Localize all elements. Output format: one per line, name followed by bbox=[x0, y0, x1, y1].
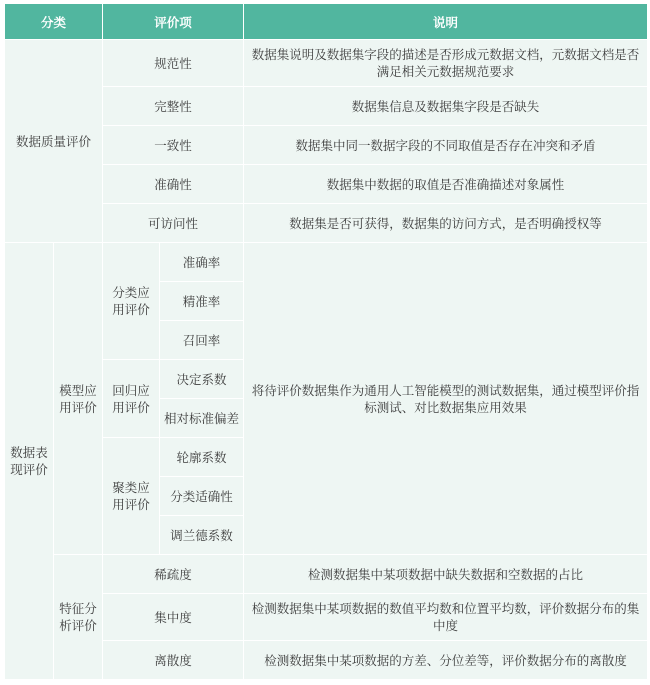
model-description: 将待评价数据集作为通用人工智能模型的测试数据集，通过模型评价指标测试、对比数据集应用效果 bbox=[244, 243, 648, 555]
metric-cell: 召回率 bbox=[160, 321, 244, 360]
group-regression: 回归应 用评价 bbox=[103, 360, 160, 438]
metric-cell: 调兰德系数 bbox=[160, 516, 244, 555]
metric-cell: 决定系数 bbox=[160, 360, 244, 399]
header-item: 评价项 bbox=[103, 4, 244, 40]
description-cell: 数据集中同一数据字段的不同取值是否存在冲突和矛盾 bbox=[244, 126, 648, 165]
metric-cell: 分类适确性 bbox=[160, 477, 244, 516]
header-row bbox=[5, 4, 648, 40]
subcategory-feature: 特征分 析评价 bbox=[54, 555, 103, 680]
description-cell: 数据集中数据的取值是否准确描述对象属性 bbox=[244, 165, 648, 204]
description-cell: 检测数据集中某项数据的方差、分位差等，评价数据分布的离散度 bbox=[244, 641, 648, 680]
metric-cell: 准确率 bbox=[160, 243, 244, 282]
item-cell: 离散度 bbox=[103, 641, 244, 680]
table-row bbox=[5, 555, 648, 594]
description-cell: 数据集说明及数据集字段的描述是否形成元数据文档，元数据文档是否满足相关元数据规范要求 bbox=[244, 40, 648, 87]
description-cell: 数据集信息及数据集字段是否缺失 bbox=[244, 87, 648, 126]
header-description: 说明 bbox=[244, 4, 648, 40]
table-row bbox=[5, 243, 648, 282]
evaluation-table bbox=[4, 3, 648, 680]
table-row bbox=[5, 40, 648, 87]
item-cell: 完整性 bbox=[103, 87, 244, 126]
category-quality: 数据质量评价 bbox=[5, 40, 103, 243]
item-cell: 一致性 bbox=[103, 126, 244, 165]
description-cell: 数据集是否可获得，数据集的访问方式，是否明确授权等 bbox=[244, 204, 648, 243]
item-cell: 规范性 bbox=[103, 40, 244, 87]
metric-cell: 轮廓系数 bbox=[160, 438, 244, 477]
category-performance: 数据表 现评价 bbox=[5, 243, 54, 680]
item-cell: 稀疏度 bbox=[103, 555, 244, 594]
subcategory-model: 模型应 用评价 bbox=[54, 243, 103, 555]
description-cell: 检测数据集中某项数据的数值平均数和位置平均数，评价数据分布的集中度 bbox=[244, 594, 648, 641]
metric-cell: 精准率 bbox=[160, 282, 244, 321]
group-classification: 分类应 用评价 bbox=[103, 243, 160, 360]
metric-cell: 相对标准偏差 bbox=[160, 399, 244, 438]
item-cell: 准确性 bbox=[103, 165, 244, 204]
group-clustering: 聚类应 用评价 bbox=[103, 438, 160, 555]
item-cell: 集中度 bbox=[103, 594, 244, 641]
item-cell: 可访问性 bbox=[103, 204, 244, 243]
header-category: 分类 bbox=[5, 4, 103, 40]
description-cell: 检测数据集中某项数据中缺失数据和空数据的占比 bbox=[244, 555, 648, 594]
